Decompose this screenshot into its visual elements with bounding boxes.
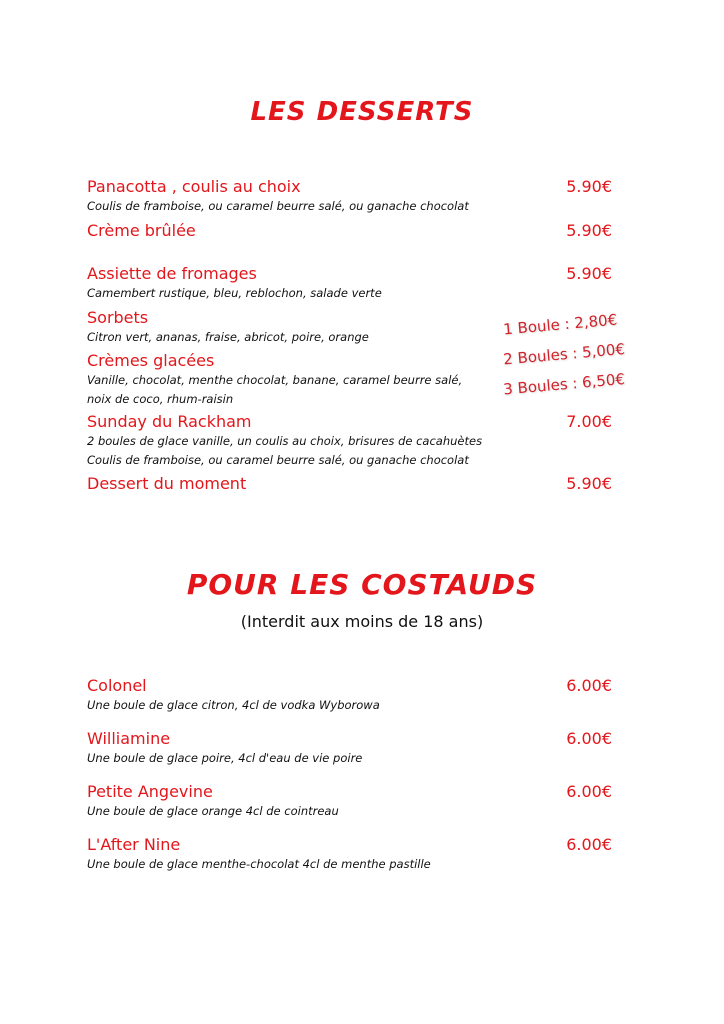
- item-price: 5.90€: [566, 177, 612, 196]
- item-description: Camembert rustique, bleu, reblochon, salade verte: [87, 286, 382, 300]
- item-name: Assiette de fromages: [87, 264, 257, 283]
- item-description: noix de coco, rhum-raisin: [87, 392, 234, 406]
- item-name: Sunday du Rackham: [87, 412, 252, 431]
- costauds-subtitle: (Interdit aux moins de 18 ans): [240, 612, 484, 631]
- item-name: Panacotta , coulis au choix: [87, 177, 301, 196]
- menu-item: [87, 729, 612, 768]
- item-description: Une boule de glace poire, 4cl d'eau de vie poire: [87, 751, 363, 765]
- menu-item: [87, 676, 612, 715]
- item-price: 6.00€: [566, 729, 612, 748]
- item-description: Une boule de glace menthe-chocolat 4cl de menthe pastille: [87, 857, 431, 871]
- menu-item: [87, 264, 612, 303]
- item-name: Crèmes glacées: [87, 351, 215, 370]
- item-price: 5.90€: [566, 264, 612, 283]
- item-name: Williamine: [87, 729, 171, 748]
- item-name: L'After Nine: [87, 835, 181, 854]
- item-price: 6.00€: [566, 835, 612, 854]
- scoop-price-3: 3 Boules : 6,50€: [502, 369, 626, 399]
- item-description: Coulis de framboise, ou caramel beurre salé, ou ganache chocolat: [87, 453, 469, 467]
- menu-item: [87, 177, 612, 216]
- item-description: Vanille, chocolat, menthe chocolat, banane, caramel beurre salé,: [87, 373, 463, 387]
- item-price: 6.00€: [566, 782, 612, 801]
- item-name: Crème brûlée: [87, 221, 196, 240]
- menu-item: [87, 474, 612, 494]
- item-description: Citron vert, ananas, fraise, abricot, poire, orange: [87, 330, 369, 344]
- item-description: Une boule de glace citron, 4cl de vodka Wyborowa: [87, 698, 380, 712]
- item-description: 2 boules de glace vanille, un coulis au choix, brisures de cacahuètes: [87, 434, 483, 448]
- item-name: Dessert du moment: [87, 474, 247, 493]
- menu-item: [87, 835, 612, 874]
- item-price: 6.00€: [566, 676, 612, 695]
- item-description: Coulis de framboise, ou caramel beurre salé, ou ganache chocolat: [87, 199, 469, 213]
- costauds-title: POUR LES COSTAUDS: [186, 568, 538, 601]
- menu-item: [87, 412, 612, 470]
- item-name: Sorbets: [87, 308, 149, 327]
- menu-item: [87, 782, 612, 821]
- item-price: 5.90€: [566, 474, 612, 493]
- item-description: Une boule de glace orange 4cl de cointreau: [87, 804, 339, 818]
- scoop-price-1: 1 Boule : 2,80€: [502, 310, 618, 339]
- scoop-prices: [503, 308, 653, 398]
- desserts-title: LES DESSERTS: [250, 97, 474, 127]
- item-price: 5.90€: [566, 221, 612, 240]
- scoop-price-2: 2 Boules : 5,00€: [502, 339, 626, 369]
- menu-item: [87, 221, 612, 241]
- item-price: 7.00€: [566, 412, 612, 431]
- item-name: Colonel: [87, 676, 147, 695]
- item-name: Petite Angevine: [87, 782, 213, 801]
